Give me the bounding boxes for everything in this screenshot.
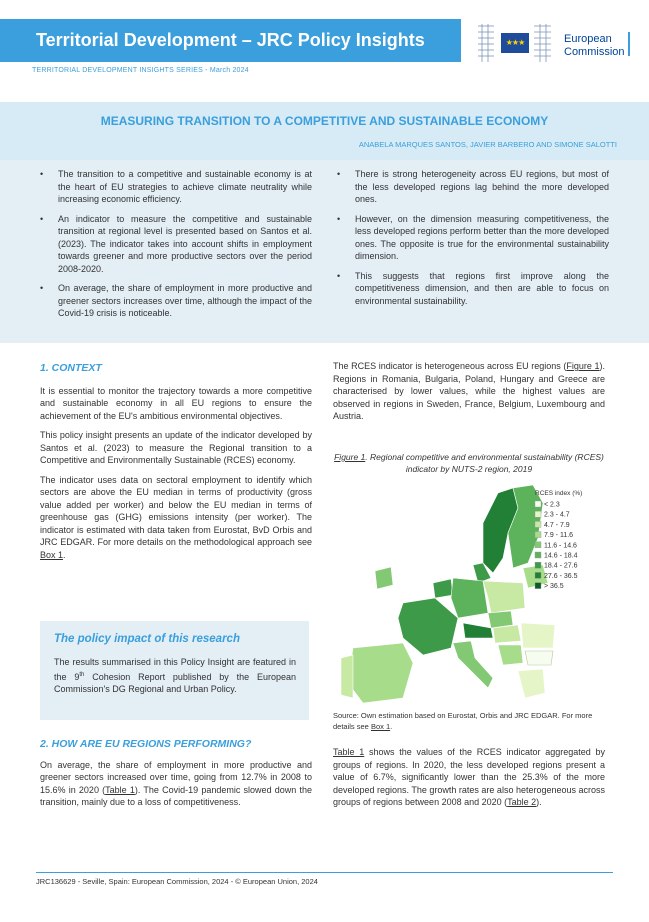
policy-box-text xyxy=(54,656,296,696)
context-paragraph-2: This policy insight presents an update of the indicator developed by Santos et al. (2023) to measure the Regional transition to a Competitive and Environmentally Sustainable (RCES) economy. xyxy=(40,430,312,465)
key-points-left xyxy=(40,168,312,327)
table-2-link[interactable]: Table 2 xyxy=(507,797,537,807)
map-region-bulgaria xyxy=(525,651,553,665)
performance-section xyxy=(40,738,312,816)
key-point-text: An indicator to measure the competitive and sustainable transition at regional level is presented based on Santos et al. (2023). The indicator takes into account shifts in employment towards greener and more productive sectors over the period 2008-2020. xyxy=(58,213,312,274)
legend-swatch xyxy=(535,562,541,568)
policy-text-b: Cohesion Report published by the European Commission's DG Regional and Urban Policy. xyxy=(54,671,296,694)
right-paragraph-2 xyxy=(333,746,605,809)
key-point-text: This suggests that regions first improve along the competitiveness dimension, and then are able to focus on environmental sustainability. xyxy=(355,270,609,306)
logo-line-2: Commission xyxy=(564,46,625,58)
table-1-link[interactable]: Table 1 xyxy=(333,747,365,757)
key-points-box xyxy=(0,160,649,343)
map-region-czechia xyxy=(488,611,513,628)
figure-caption xyxy=(333,451,605,475)
context-paragraph-3 xyxy=(40,474,312,562)
paragraph-text: shows the values of the RCES indicator aggregated by groups of regions. In 2020, the less developed regions present a value of 6.7%, significantly lower than the 25.3% of the more developed regions. The growth rates are also heterogeneous across groups of regions between 2008 and 2020 ( xyxy=(333,747,606,807)
legend-title: RCES index (%) xyxy=(535,490,583,497)
header-banner xyxy=(0,19,461,62)
map-region-spain xyxy=(348,643,413,703)
legend-label: 18.4 - 27.6 xyxy=(544,562,578,570)
european-commission-logo xyxy=(476,22,636,64)
key-point: • However, on the dimension measuring competitiveness, the less developed regions perform better than the more developed ones. The opposite is true for the environmental sustainability dimension. xyxy=(337,213,609,261)
table-1-link[interactable]: Table 1 xyxy=(105,784,135,795)
source-text: Source: Own estimation based on Eurostat, Orbis and JRC EDGAR. For more details see xyxy=(333,711,593,731)
paragraph-text: . xyxy=(63,549,66,560)
key-point-text: On average, the share of employment in more productive and greener sectors increases over time, although the impact of the Covid-19 crisis is noticeable. xyxy=(58,283,312,318)
map-region-germany xyxy=(451,578,488,618)
performance-paragraph-1 xyxy=(40,759,312,809)
context-section xyxy=(40,362,312,568)
legend-label: 11.6 - 14.6 xyxy=(544,542,577,550)
legend-swatch xyxy=(535,572,541,578)
legend-label: 14.6 - 18.4 xyxy=(544,552,578,560)
legend-label: < 2.3 xyxy=(544,501,560,509)
policy-text-a: The results summarised in this Policy Insight are featured in the 9 xyxy=(54,657,296,682)
paragraph-text: The indicator uses data on sectoral employment to identify which sectors are above the EU median in terms of productivity (gross value added per worker) and below the EU median in terms of greenhouse gas (GHG) emissions intensity (per worker). The indicator is estimated with data taken from Eurostat, BvD Orbis and JRC EDGAR. For more details on the methodological approach see xyxy=(40,474,312,547)
legend-label: 7.9 - 11.6 xyxy=(544,532,574,540)
key-point-text: There is strong heterogeneity across EU regions, but most of the less developed regions lag behind the more developed ones. xyxy=(355,169,609,204)
key-point-text: The transition to a competitive and sustainable economy is at the heart of EU strategies to achieve climate neutrality while increasing economic efficiency. xyxy=(58,169,312,204)
right-table-paragraph xyxy=(333,746,605,816)
rces-map xyxy=(333,483,605,708)
key-point: • An indicator to measure the competitive and sustainable transition at regional level is presented based on Santos et al. (2023). The indicator takes into account shifts in employment towards greener and more productive sectors over the period 2008-2020. xyxy=(40,213,312,274)
legend-label: 4.7 - 7.9 xyxy=(544,521,570,529)
title-box xyxy=(0,102,649,160)
legend-swatch xyxy=(535,501,541,507)
map-region-ireland xyxy=(375,567,393,589)
policy-impact-box xyxy=(40,621,309,720)
right-intro xyxy=(333,360,605,430)
paragraph-text: ). The Covid-19 pandemic slowed down the transition, mainly due to a loss of competitiveness. xyxy=(40,784,312,807)
source-box-1-link[interactable]: Box 1 xyxy=(370,722,391,731)
map-region-portugal xyxy=(341,655,353,698)
legend-swatch xyxy=(535,532,541,538)
key-point: • This suggests that regions first improve along the competitiveness dimension, and then are able to focus on environmental sustainability. xyxy=(337,270,609,306)
key-point: • There is strong heterogeneity across EU regions, but most of the less developed regions lag behind the more developed ones. xyxy=(337,169,609,204)
key-point-text: However, on the dimension measuring competitiveness, the less developed regions perform better than the more developed ones. The opposite is true for the environmental sustainability dimension. xyxy=(355,213,609,261)
figure-1-link[interactable]: Figure 1 xyxy=(566,361,600,371)
key-point: • The transition to a competitive and sustainable economy is at the heart of EU strategies to achieve climate neutrality while increasing economic efficiency. xyxy=(40,169,312,204)
map-region-hungary xyxy=(493,625,521,643)
legend-swatch xyxy=(535,521,541,527)
legend-swatch xyxy=(535,552,541,558)
eu-flag-icon: ★★★ xyxy=(501,33,529,53)
banner-title: Territorial Development – JRC Policy Insights xyxy=(36,30,425,50)
key-point: • On average, the share of employment in more productive and greener sectors increases over time, although the impact of the Covid-19 crisis is noticeable. xyxy=(40,283,312,318)
context-paragraph-1: It is essential to monitor the trajectory towards a more competitive and sustainable economy in all EU regions to ensure the achievement of the EU's ambitious environmental objectives. xyxy=(40,385,312,421)
logo-text xyxy=(564,33,625,59)
legend-label: 27.6 - 36.5 xyxy=(544,572,578,580)
paragraph-text: ). xyxy=(536,797,542,807)
paragraph-text: On average, the share of employment in more productive and greener sectors increased over time, going from 12.7% in 2008 to 15.6% in 2020 ( xyxy=(40,759,312,795)
source-end: . xyxy=(390,722,393,731)
map-region-romania xyxy=(521,623,555,648)
footer-text: JRC136629 - Seville, Spain: European Commission, 2024 - © European Union, 2024 xyxy=(36,877,318,886)
legend-label: 2.3 - 4.7 xyxy=(544,511,570,519)
figure-source xyxy=(333,710,605,732)
legend-label: > 36.5 xyxy=(544,583,564,591)
legend-swatch xyxy=(535,583,541,589)
paragraph-text: ). Regions in Romania, Bulgaria, Poland, Hungary and Greece are characterised by lower values, while the highest values are observed in regions in Sweden, France, Belgium, Luxembourg and Austria. xyxy=(333,361,605,421)
policy-box-title: The policy impact of this research xyxy=(54,633,240,645)
logo-line-1: European xyxy=(564,33,612,45)
key-points-right xyxy=(337,168,609,314)
paragraph-text: The RCES indicator is heterogeneous across EU regions ( xyxy=(333,361,567,371)
section-heading-context: 1. CONTEXT xyxy=(40,362,102,374)
logo-divider xyxy=(628,32,630,56)
figure-caption-link[interactable]: Figure 1 xyxy=(334,452,366,462)
legend-swatch xyxy=(535,511,541,517)
authors: ANABELA MARQUES SANTOS, JAVIER BARBERO AND SIMONE SALOTTI xyxy=(358,140,617,149)
policy-text-sup: th xyxy=(79,671,85,678)
section-heading-performance: 2. HOW ARE EU REGIONS PERFORMING? xyxy=(40,738,252,750)
box-1-link[interactable]: Box 1 xyxy=(40,549,64,560)
series-label: TERRITORIAL DEVELOPMENT INSIGHTS SERIES - March 2024 xyxy=(32,67,249,74)
right-paragraph-1 xyxy=(333,360,605,423)
footer-divider xyxy=(36,872,613,873)
page-title: MEASURING TRANSITION TO A COMPETITIVE AND SUSTAINABLE ECONOMY xyxy=(100,114,549,128)
legend-swatch xyxy=(535,542,541,548)
figure-caption-text: . Regional competitive and environmental sustainability (RCES) indicator by NUTS-2 region, 2019 xyxy=(365,452,604,474)
